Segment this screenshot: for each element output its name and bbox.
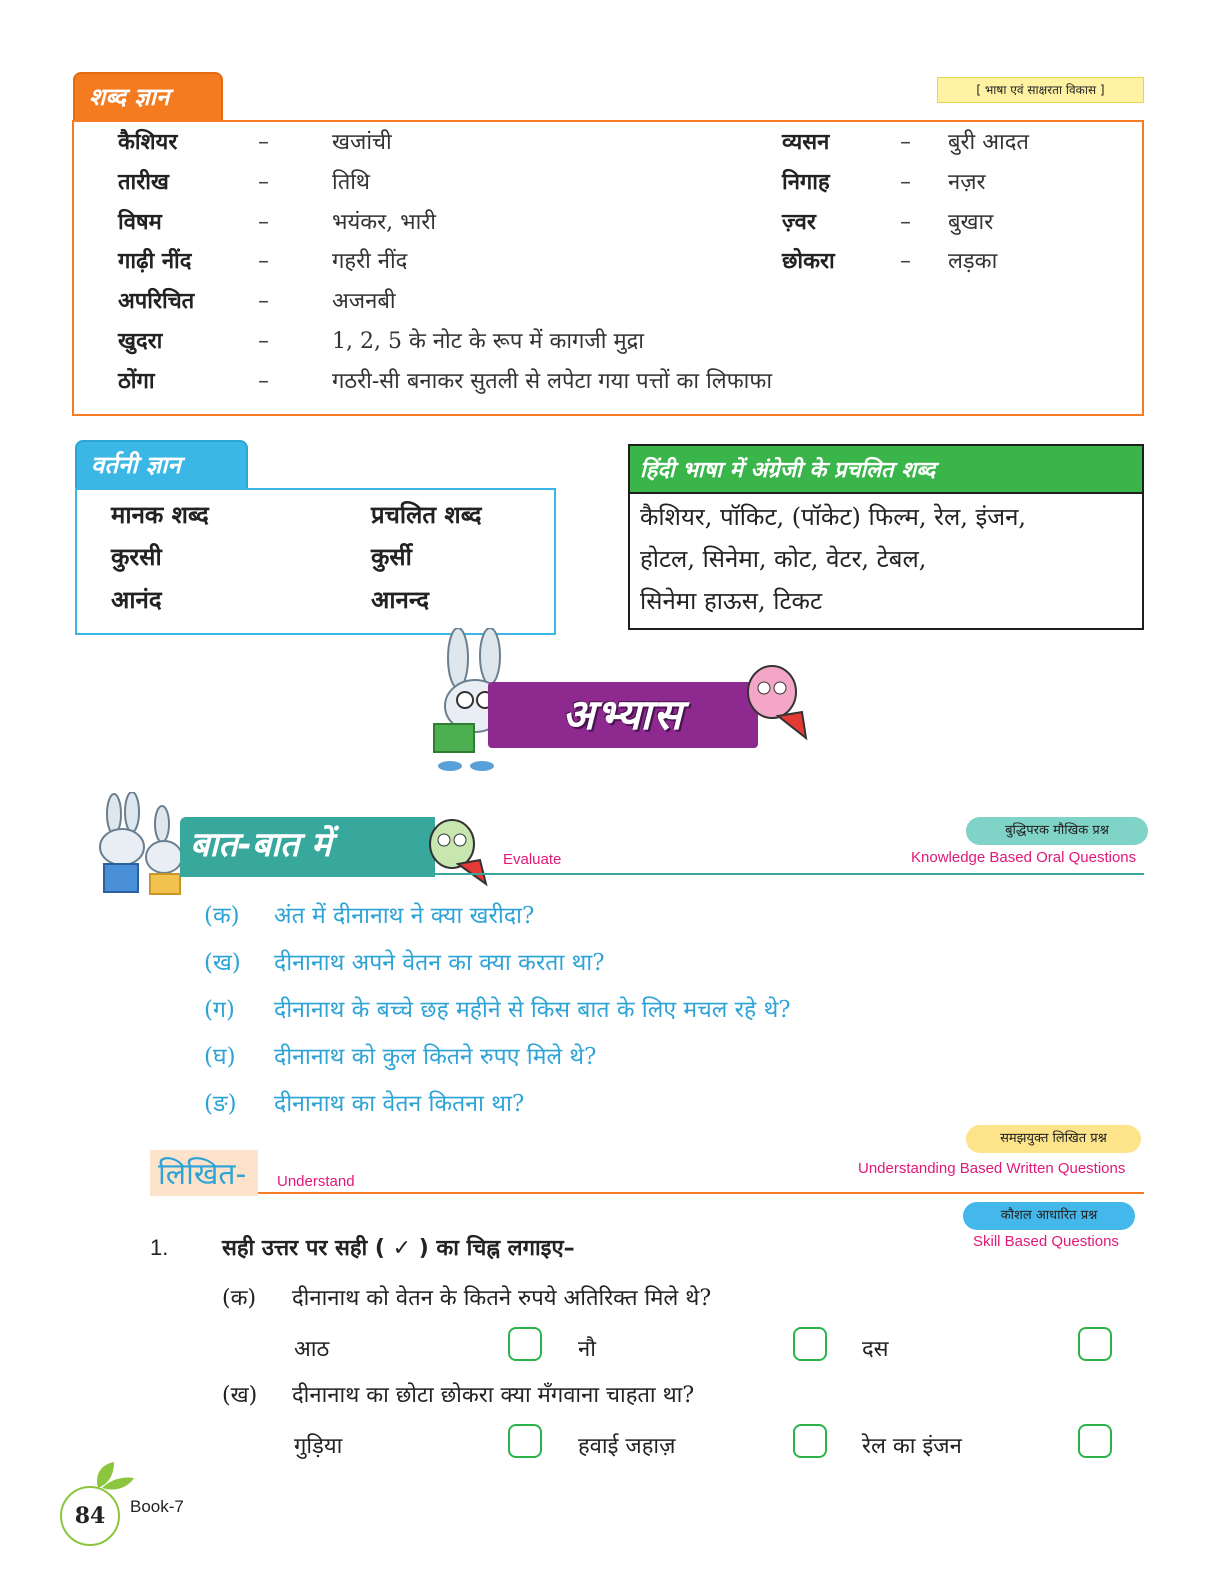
shabd-gyan-tab: शब्द ज्ञान xyxy=(73,72,223,122)
vocab-row: निगाह xyxy=(782,170,830,195)
written-questions-badge: समझयुक्त लिखित प्रश्न xyxy=(966,1125,1141,1153)
oral-questions-badge: बुद्धिपरक मौखिक प्रश्न xyxy=(966,817,1148,845)
vartani-tab: वर्तनी ज्ञान xyxy=(75,440,248,490)
section-divider xyxy=(180,873,1144,875)
two-rabbits-illustration xyxy=(72,792,187,902)
baat-baat-title: बात-बात में xyxy=(190,825,332,865)
sub-question: (क) दीनानाथ को वेतन के कितने रुपये अतिरिक्त मिले थे? xyxy=(222,1286,712,1311)
section-divider xyxy=(258,1192,1144,1194)
vocab-row: छोकरा xyxy=(782,249,835,274)
abhyas-title: अभ्यास xyxy=(562,690,684,739)
answer-checkbox[interactable] xyxy=(793,1327,827,1361)
vocab-row: कैशियर xyxy=(118,130,178,155)
vocab-row: विषम xyxy=(118,210,162,235)
evaluate-label: Evaluate xyxy=(503,851,562,868)
oral-questions-english: Knowledge Based Oral Questions xyxy=(911,849,1137,866)
english-words-heading: हिंदी भाषा में अंग्रेजी के प्रचलित शब्द xyxy=(628,444,1144,492)
understand-label: Understand xyxy=(277,1173,355,1190)
oral-question: (ङ) दीनानाथ का वेतन कितना था? xyxy=(204,1091,525,1117)
answer-option: हवाई जहाज़ xyxy=(578,1434,676,1459)
question-instruction: सही उत्तर पर सही ( ✓ ) का चिह्न लगाइए– xyxy=(222,1236,575,1261)
spelling-word: कुरसी xyxy=(111,543,162,571)
answer-option: गुड़िया xyxy=(294,1434,343,1459)
pencil-mascot-illustration xyxy=(422,812,492,887)
english-words-line: सिनेमा हाऊस, टिकट xyxy=(640,587,823,615)
oral-question: (क) अंत में दीनानाथ ने क्या खरीदा? xyxy=(204,903,535,929)
standard-word-heading: मानक शब्द xyxy=(111,501,209,529)
spelling-word: आनन्द xyxy=(371,586,430,614)
english-words-line: कैशियर, पॉकिट, (पॉकेट) फिल्म, रेल, इंजन, xyxy=(640,503,1027,531)
answer-checkbox[interactable] xyxy=(1078,1327,1112,1361)
bhasha-tag: [ भाषा एवं साक्षरता विकास ] xyxy=(937,77,1144,103)
book-label: Book-7 xyxy=(130,1497,184,1516)
answer-option: आठ xyxy=(294,1337,330,1362)
vocab-row: गाढ़ी नींद xyxy=(118,249,192,274)
likhit-title: लिखित- xyxy=(158,1157,247,1192)
answer-option: दस xyxy=(862,1337,889,1362)
answer-checkbox[interactable] xyxy=(508,1424,542,1458)
answer-option: रेल का इंजन xyxy=(862,1434,962,1459)
page-number: 84 xyxy=(60,1486,120,1546)
vocab-row: व्यसन xyxy=(782,130,830,155)
vocab-row: ठोंगा xyxy=(118,369,155,394)
skill-questions-english: Skill Based Questions xyxy=(973,1233,1119,1250)
spelling-box xyxy=(75,488,556,635)
vocab-row: ज़्वर xyxy=(782,210,816,235)
english-words-box xyxy=(628,492,1144,630)
vocab-row: तारीख xyxy=(118,170,169,195)
spelling-word: कुर्सी xyxy=(371,543,412,571)
vocab-box: कैशियर – खजांची तारीख – तिथि विषम – भयंकर, भारी गाढ़ी नींद – गहरी नींद अपरिचित – अजनबी खुदरा – 1, 2, 5 के नोट के रूप में कागजी मुद्रा ठोंगा – गठरी-सी बनाकर सुतली से लपेटा गया पत्तों का लिफाफा व्यसन – बुरी आदत निगाह – नज़र ज़्वर – बुखार छोकरा – लड़का xyxy=(72,120,1144,416)
vocab-row: खुदरा xyxy=(118,329,163,354)
written-questions-english: Understanding Based Written Questions xyxy=(858,1160,1126,1177)
answer-checkbox[interactable] xyxy=(793,1424,827,1458)
oral-question: (घ) दीनानाथ को कुल कितने रुपए मिले थे? xyxy=(204,1044,597,1070)
english-words-line: होटल, सिनेमा, कोट, वेटर, टेबल, xyxy=(640,545,927,573)
pencil-mascot-illustration xyxy=(742,662,812,742)
oral-question: (ग) दीनानाथ के बच्चे छह महीने से किस बात के लिए मचल रहे थे? xyxy=(204,997,791,1023)
question-number: 1. xyxy=(150,1235,169,1260)
answer-option: नौ xyxy=(578,1337,596,1362)
spelling-word: आनंद xyxy=(111,586,162,614)
oral-question: (ख) दीनानाथ अपने वेतन का क्या करता था? xyxy=(204,950,605,976)
sub-question: (ख) दीनानाथ का छोटा छोकरा क्या मँगवाना चाहता था? xyxy=(222,1383,695,1408)
common-word-heading: प्रचलित शब्द xyxy=(371,501,482,529)
answer-checkbox[interactable] xyxy=(1078,1424,1112,1458)
answer-checkbox[interactable] xyxy=(508,1327,542,1361)
vocab-row: अपरिचित xyxy=(118,289,195,314)
skill-questions-badge: कौशल आधारित प्रश्न xyxy=(963,1202,1135,1230)
